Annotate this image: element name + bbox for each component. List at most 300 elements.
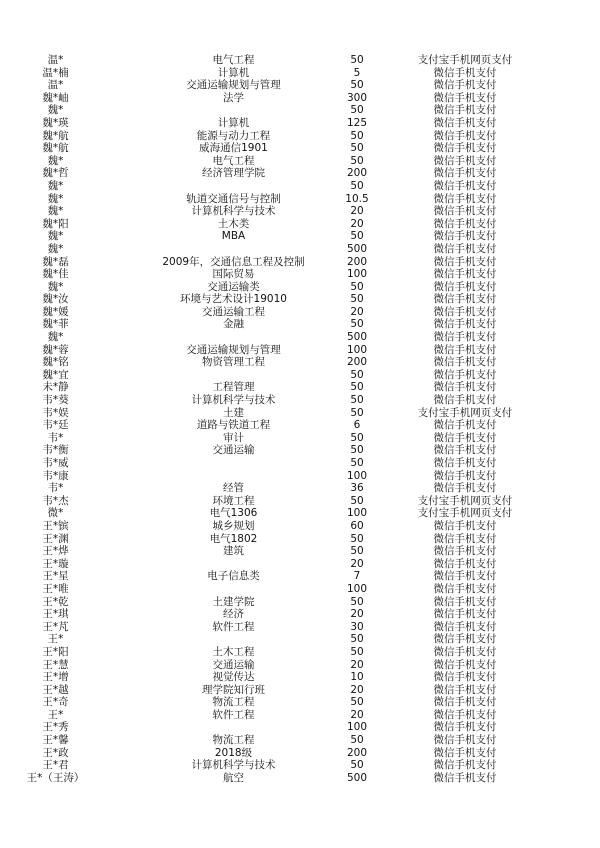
amount-cell: 50: [350, 318, 364, 331]
empty-cell: [538, 709, 600, 722]
donor-name-cell: 韦*廷: [42, 419, 69, 432]
major-cell: 威海通信1901: [199, 142, 268, 155]
payment-method-cell: 微信手机支付: [433, 532, 497, 545]
empty-cell: [538, 533, 600, 546]
amount-cell: 10: [350, 671, 364, 684]
major-cell: 物流工程: [212, 734, 255, 747]
payment-method-cell: 微信手机支付: [433, 545, 497, 558]
table-row: [0, 444, 600, 457]
amount-cell: 50: [350, 532, 364, 545]
empty-cell: [538, 659, 600, 672]
major-cell: 交通运输类: [207, 280, 260, 293]
empty-cell: [538, 54, 600, 67]
donor-name-cell: 韦*娱: [42, 406, 69, 419]
amount-cell: 200: [346, 255, 368, 268]
empty-cell: [538, 570, 600, 583]
donor-name-cell: 魏*: [47, 192, 64, 205]
amount-cell: 20: [350, 708, 364, 721]
major-cell: [145, 331, 322, 344]
payment-method-cell: 微信手机支付: [433, 91, 497, 104]
table-row: [0, 142, 600, 155]
major-cell: 国际贸易: [212, 268, 255, 281]
empty-cell: [538, 130, 600, 143]
donor-name-cell: 魏*哲: [42, 167, 69, 180]
table-row: [0, 407, 600, 420]
amount-cell: 200: [346, 167, 368, 180]
amount-cell: 50: [350, 179, 364, 192]
payment-method-cell: 微信手机支付: [433, 582, 497, 595]
major-cell: 计算机: [217, 116, 250, 129]
donor-name-cell: 王*烨: [42, 545, 69, 558]
table-row: [0, 646, 600, 659]
payment-method-cell: 微信手机支付: [433, 368, 497, 381]
table-row: [0, 558, 600, 571]
empty-cell: [538, 608, 600, 621]
donation-sheet: [0, 54, 600, 784]
donor-name-cell: 韦*衡: [42, 444, 69, 457]
table-row: [0, 92, 600, 105]
payment-method-cell: 微信手机支付: [433, 469, 497, 482]
table-row: [0, 684, 600, 697]
table-row: [0, 117, 600, 130]
amount-cell: 50: [350, 293, 364, 306]
payment-method-cell: 微信手机支付: [433, 230, 497, 243]
payment-method-cell: 微信手机支付: [433, 620, 497, 633]
table-row: [0, 230, 600, 243]
amount-cell: 100: [346, 343, 368, 356]
payment-method-cell: 微信手机支付: [433, 671, 497, 684]
major-cell: 航空: [223, 771, 244, 784]
donor-name-cell: 王*增: [42, 671, 69, 684]
payment-method-cell: 微信手机支付: [433, 734, 497, 747]
table-row: [0, 180, 600, 193]
payment-method-cell: 微信手机支付: [433, 268, 497, 281]
donor-name-cell: 韦*: [47, 431, 64, 444]
amount-cell: 500: [346, 242, 368, 255]
major-cell: 能源与动力工程: [196, 129, 271, 142]
donor-name-cell: 王*君: [42, 759, 69, 772]
empty-cell: [538, 243, 600, 256]
major-cell: 经济: [223, 608, 244, 621]
empty-cell: [538, 759, 600, 772]
empty-cell: [538, 281, 600, 294]
table-row: [0, 721, 600, 734]
major-cell: 电子信息类: [207, 570, 260, 583]
major-cell: 轨道交通信号与控制: [186, 192, 281, 205]
table-row: [0, 155, 600, 168]
donor-name-cell: 魏*: [47, 242, 64, 255]
amount-cell: 50: [350, 280, 364, 293]
payment-method-cell: 微信手机支付: [433, 381, 497, 394]
amount-cell: 200: [346, 356, 368, 369]
donor-name-cell: 魏*阳: [42, 217, 69, 230]
donor-name-cell: 王*越: [42, 683, 69, 696]
empty-cell: [538, 470, 600, 483]
payment-method-cell: 微信手机支付: [433, 331, 497, 344]
amount-cell: 200: [346, 746, 368, 759]
donor-name-cell: 魏*佳: [42, 268, 69, 281]
empty-cell: [538, 155, 600, 168]
empty-cell: [538, 444, 600, 457]
table-row: [0, 596, 600, 609]
payment-method-cell: 微信手机支付: [433, 457, 497, 469]
amount-cell: 36: [350, 482, 364, 495]
empty-cell: [538, 545, 600, 558]
amount-cell: 20: [350, 305, 364, 318]
payment-method-cell: 支付宝手机网页支付: [417, 494, 513, 507]
major-cell: MBA: [221, 230, 246, 243]
payment-method-cell: 微信手机支付: [433, 444, 497, 457]
donor-name-cell: 王*乾: [42, 595, 69, 608]
payment-method-cell: 微信手机支付: [433, 104, 497, 117]
table-row: [0, 243, 600, 256]
empty-cell: [538, 318, 600, 331]
empty-cell: [538, 230, 600, 243]
donor-name-cell: 王*奇: [42, 696, 69, 709]
amount-cell: 5: [353, 66, 361, 79]
major-cell: 2009年，交通信息工程及控制: [162, 255, 305, 268]
donor-name-cell: 微*: [47, 507, 64, 520]
amount-cell: 50: [350, 381, 364, 394]
amount-cell: 50: [350, 406, 364, 419]
major-cell: 土建: [223, 406, 244, 419]
table-row: [0, 671, 600, 684]
table-row: [0, 394, 600, 407]
major-cell: 金融: [223, 318, 244, 331]
empty-cell: [538, 293, 600, 306]
major-cell: [145, 104, 322, 117]
major-cell: 电气1306: [209, 507, 258, 520]
table-row: [0, 633, 600, 646]
major-cell: [145, 243, 322, 256]
table-row: [0, 318, 600, 331]
payment-method-cell: 微信手机支付: [433, 242, 497, 255]
major-cell: 交通运输: [212, 658, 255, 671]
table-row: [0, 369, 600, 382]
amount-cell: 300: [346, 91, 368, 104]
donor-name-cell: 韦*康: [42, 469, 69, 482]
empty-cell: [538, 596, 600, 609]
payment-method-cell: 微信手机支付: [433, 721, 497, 734]
donor-name-cell: 韦*: [47, 482, 64, 495]
empty-cell: [538, 306, 600, 319]
donor-name-cell: 王*唯: [42, 582, 69, 595]
amount-cell: 50: [350, 595, 364, 608]
amount-cell: 20: [350, 557, 364, 570]
major-cell: 环境与艺术设计19010: [180, 293, 287, 306]
empty-cell: [538, 772, 600, 785]
major-cell: [145, 583, 322, 596]
payment-method-cell: 微信手机支付: [433, 318, 497, 331]
donor-name-cell: 王*芃: [42, 620, 69, 633]
empty-cell: [538, 381, 600, 394]
amount-cell: 50: [350, 759, 364, 772]
major-cell: 交通运输规划与管理: [186, 343, 281, 356]
amount-cell: 7: [353, 570, 361, 583]
donor-name-cell: 王*政: [42, 746, 69, 759]
payment-method-cell: 微信手机支付: [433, 343, 497, 356]
table-row: [0, 709, 600, 722]
empty-cell: [538, 205, 600, 218]
major-cell: 城乡规划: [212, 519, 255, 532]
table-row: [0, 621, 600, 634]
major-cell: 交通运输: [212, 444, 255, 457]
amount-cell: 50: [350, 494, 364, 507]
table-row: [0, 507, 600, 520]
table-row: [0, 79, 600, 92]
table-row: [0, 306, 600, 319]
payment-method-cell: 微信手机支付: [433, 305, 497, 318]
major-cell: 计算机科学与技术: [191, 759, 276, 772]
table-row: [0, 256, 600, 269]
empty-cell: [538, 633, 600, 646]
donation-table: [0, 54, 600, 784]
payment-method-cell: 微信手机支付: [433, 519, 497, 532]
empty-cell: [538, 482, 600, 495]
empty-cell: [538, 558, 600, 571]
table-row: [0, 205, 600, 218]
empty-cell: [538, 520, 600, 533]
table-row: [0, 696, 600, 709]
empty-cell: [538, 369, 600, 382]
table-row: [0, 356, 600, 369]
table-row: [0, 545, 600, 558]
amount-cell: 50: [350, 645, 364, 658]
table-row: [0, 583, 600, 596]
table-row: [0, 734, 600, 747]
payment-method-cell: 微信手机支付: [433, 154, 497, 167]
major-cell: [145, 369, 322, 382]
table-row: [0, 67, 600, 80]
amount-cell: 50: [350, 545, 364, 558]
amount-cell: 125: [346, 116, 368, 129]
payment-method-cell: 微信手机支付: [433, 595, 497, 608]
table-row: [0, 331, 600, 344]
payment-method-cell: 微信手机支付: [433, 658, 497, 671]
major-cell: 电气工程: [212, 154, 255, 167]
empty-cell: [538, 671, 600, 684]
donor-name-cell: 王*琪: [42, 608, 69, 621]
donor-name-cell: 魏*: [47, 179, 64, 192]
table-row: [0, 344, 600, 357]
table-row: [0, 293, 600, 306]
donor-name-cell: 王*馨: [42, 734, 69, 747]
amount-cell: 30: [350, 620, 364, 633]
empty-cell: [538, 117, 600, 130]
empty-cell: [538, 268, 600, 281]
empty-cell: [538, 721, 600, 734]
payment-method-cell: 支付宝手机网页支付: [417, 507, 513, 520]
donor-name-cell: 王*星: [42, 570, 69, 583]
donor-name-cell: 温*: [47, 79, 64, 92]
table-row: [0, 167, 600, 180]
major-cell: 环境工程: [212, 494, 255, 507]
major-cell: 土木工程: [212, 645, 255, 658]
table-row: [0, 608, 600, 621]
donor-name-cell: 魏*汝: [42, 293, 69, 306]
empty-cell: [538, 193, 600, 206]
major-cell: 法学: [223, 91, 244, 104]
major-cell: [145, 721, 322, 734]
major-cell: 2018级: [214, 746, 253, 759]
table-row: [0, 419, 600, 432]
table-row: [0, 495, 600, 508]
donor-name-cell: 魏*: [47, 331, 64, 344]
empty-cell: [538, 344, 600, 357]
major-cell: 物资管理工程: [202, 356, 265, 369]
payment-method-cell: 微信手机支付: [433, 167, 497, 180]
donor-name-cell: 韦*葵: [42, 394, 69, 407]
table-row: [0, 457, 600, 470]
amount-cell: 50: [350, 696, 364, 709]
donor-name-cell: 王*璇: [42, 557, 69, 570]
payment-method-cell: 微信手机支付: [433, 129, 497, 142]
payment-method-cell: 微信手机支付: [433, 394, 497, 407]
donor-name-cell: 王*秀: [42, 721, 69, 734]
payment-method-cell: 微信手机支付: [433, 205, 497, 218]
amount-cell: 20: [350, 205, 364, 218]
major-cell: 土木类: [217, 217, 250, 230]
major-cell: 交通运输规划与管理: [186, 79, 281, 92]
major-cell: 审计: [223, 431, 244, 444]
amount-cell: 20: [350, 217, 364, 230]
table-row: [0, 193, 600, 206]
donor-name-cell: 魏*媛: [42, 305, 69, 318]
empty-cell: [538, 747, 600, 760]
major-cell: [145, 180, 322, 193]
donor-name-cell: 王*慧: [42, 658, 69, 671]
amount-cell: 100: [346, 469, 368, 482]
empty-cell: [538, 432, 600, 445]
donor-name-cell: 魏*铭: [42, 356, 69, 369]
table-row: [0, 482, 600, 495]
empty-cell: [538, 457, 600, 470]
payment-method-cell: 微信手机支付: [433, 280, 497, 293]
major-cell: 土建学院: [212, 595, 255, 608]
payment-method-cell: 微信手机支付: [433, 771, 497, 784]
payment-method-cell: 微信手机支付: [433, 633, 497, 646]
donor-name-cell: 韦*杰: [42, 494, 69, 507]
major-cell: [145, 457, 322, 470]
major-cell: 交通运输工程: [202, 305, 265, 318]
donor-name-cell: 魏*磊: [42, 255, 69, 268]
payment-method-cell: 微信手机支付: [433, 293, 497, 306]
donor-name-cell: 魏*航: [42, 129, 69, 142]
donor-name-cell: 韦*威: [42, 457, 69, 469]
major-cell: 软件工程: [212, 620, 255, 633]
donor-name-cell: 温*: [47, 54, 64, 66]
table-row: [0, 432, 600, 445]
amount-cell: 50: [350, 394, 364, 407]
donor-name-cell: 魏*岫: [42, 91, 69, 104]
major-cell: [145, 633, 322, 646]
donor-name-cell: 未*静: [42, 381, 69, 394]
donor-name-cell: 魏*瑛: [42, 116, 69, 129]
major-cell: 道路与铁道工程: [196, 419, 271, 432]
payment-method-cell: 微信手机支付: [433, 482, 497, 495]
empty-cell: [538, 167, 600, 180]
payment-method-cell: 微信手机支付: [433, 570, 497, 583]
empty-cell: [538, 407, 600, 420]
payment-method-cell: 微信手机支付: [433, 708, 497, 721]
empty-cell: [538, 180, 600, 193]
table-row: [0, 130, 600, 143]
donor-name-cell: 王*渊: [42, 532, 69, 545]
amount-cell: 500: [346, 331, 368, 344]
amount-cell: 20: [350, 608, 364, 621]
major-cell: 计算机科学与技术: [191, 394, 276, 407]
amount-cell: 20: [350, 683, 364, 696]
empty-cell: [538, 495, 600, 508]
empty-cell: [538, 734, 600, 747]
amount-cell: 50: [350, 230, 364, 243]
amount-cell: 100: [346, 582, 368, 595]
payment-method-cell: 微信手机支付: [433, 255, 497, 268]
empty-cell: [538, 104, 600, 117]
empty-cell: [538, 419, 600, 432]
table-row: [0, 772, 600, 785]
amount-cell: 500: [346, 771, 368, 784]
donor-name-cell: 魏*蓉: [42, 343, 69, 356]
amount-cell: 50: [350, 734, 364, 747]
major-cell: [145, 470, 322, 483]
major-cell: 计算机: [217, 66, 250, 79]
payment-method-cell: 微信手机支付: [433, 179, 497, 192]
empty-cell: [538, 218, 600, 231]
payment-method-cell: 微信手机支付: [433, 66, 497, 79]
major-cell: 物流工程: [212, 696, 255, 709]
table-row: [0, 570, 600, 583]
empty-cell: [538, 507, 600, 520]
empty-cell: [538, 67, 600, 80]
donor-name-cell: 魏*: [47, 280, 64, 293]
amount-cell: 50: [350, 104, 364, 117]
payment-method-cell: 微信手机支付: [433, 356, 497, 369]
payment-method-cell: 微信手机支付: [433, 645, 497, 658]
amount-cell: 50: [350, 457, 364, 469]
payment-method-cell: 微信手机支付: [433, 557, 497, 570]
payment-method-cell: 微信手机支付: [433, 419, 497, 432]
table-row: [0, 381, 600, 394]
amount-cell: 100: [346, 721, 368, 734]
table-row: [0, 659, 600, 672]
table-row: [0, 533, 600, 546]
table-row: [0, 54, 600, 67]
amount-cell: 20: [350, 658, 364, 671]
payment-method-cell: 支付宝手机网页支付: [417, 406, 513, 419]
empty-cell: [538, 142, 600, 155]
amount-cell: 60: [350, 519, 364, 532]
table-row: [0, 104, 600, 117]
amount-cell: 50: [350, 444, 364, 457]
amount-cell: 50: [350, 129, 364, 142]
empty-cell: [538, 696, 600, 709]
donor-name-cell: 魏*: [47, 104, 64, 117]
empty-cell: [538, 331, 600, 344]
payment-method-cell: 微信手机支付: [433, 683, 497, 696]
amount-cell: 50: [350, 142, 364, 155]
donor-name-cell: 王*镔: [42, 519, 69, 532]
payment-method-cell: 微信手机支付: [433, 192, 497, 205]
empty-cell: [538, 79, 600, 92]
payment-method-cell: 支付宝手机网页支付: [417, 54, 513, 66]
major-cell: 电气工程: [212, 54, 255, 66]
major-cell: 理学院知行班: [202, 683, 265, 696]
table-row: [0, 747, 600, 760]
donor-name-cell: 王*: [47, 633, 64, 646]
donor-name-cell: 魏*: [47, 154, 64, 167]
table-row: [0, 520, 600, 533]
